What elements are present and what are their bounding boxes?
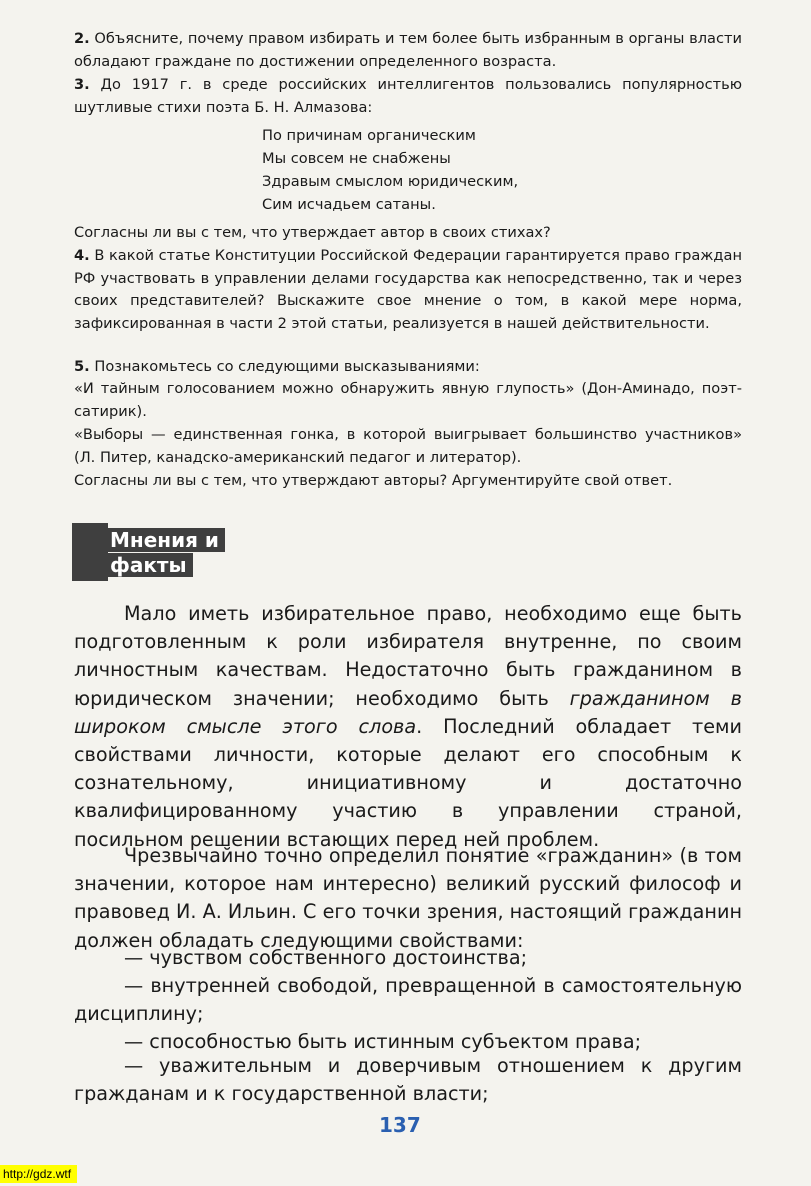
question-number: 3. — [74, 76, 90, 93]
paragraph-text: Чрезвычайно точно определил понятие «гражданин» (в том значении, которое нам интересно) великий русский философ и правовед И. А. Ильин. С его точки зрения, настоящий гражданин должен обладать следующими свойствами: — [74, 844, 742, 952]
list-item: — чувством собственного достоинства; — [124, 946, 528, 969]
question-3-followup: Согласны ли вы с тем, что утверждает автор в своих стихах? — [74, 224, 551, 241]
heading-bar — [72, 523, 108, 581]
section-heading — [72, 523, 232, 581]
quote-1: «И тайным голосованием можно обнаружить явную глупость» (Дон-Аминадо, поэт-сатирик). — [74, 380, 742, 420]
question-text: До 1917 г. в среде российских интеллигентов пользовались популярностью шутливые стихи поэта Б. Н. Алмазова: — [74, 76, 742, 116]
question-number: 4. — [74, 247, 90, 264]
paragraph-text: Мало иметь избирательное право, необходимо еще быть подготовленным к роли избирателя внутренне, по своим личностным качествам. Недостаточно быть гражданином в юридическом значении; необходимо быть — [74, 602, 742, 710]
question-5 — [74, 356, 742, 379]
question-3 — [74, 74, 742, 119]
watermark: http://gdz.wtf — [0, 1165, 77, 1183]
list-item: — внутренней свободой, превращенной в самостоятельную дисциплину; — [74, 974, 742, 1026]
paragraph-text: . Последний обладает теми свойствами личности, которые делают его способным к сознательному, инициативному и достаточно квалифицированному участию в управлении страной, посильном решении встающих перед ней проблем. — [74, 714, 742, 851]
question-number: 5. — [74, 358, 90, 375]
poem-line: Здравым смыслом юридическим, — [262, 173, 519, 190]
heading-line-2: факты — [108, 553, 193, 577]
page-number: 137 — [379, 1113, 421, 1137]
question-text: В какой статье Конституции Российской Федерации гарантируется право граждан РФ участвовать в управлении делами государства как непосредственно, так и через своих представителей? Выскажите свое мнение о том, в какой мере норма, зафиксированная в части 2 этой статьи, реализуется в нашей действительности. — [74, 247, 742, 332]
quote-2: «Выборы — единственная гонка, в которой выигрывает большинство участников» (Л. Питер, канадско-американский педагог и литератор). — [74, 426, 742, 466]
heading-line-1: Мнения и — [108, 528, 225, 552]
question-2 — [74, 28, 742, 73]
question-number: 2. — [74, 30, 90, 47]
paragraph-2 — [74, 842, 742, 955]
question-4 — [74, 245, 742, 335]
paragraph-1 — [74, 600, 742, 854]
poem-line: По причинам органическим — [262, 127, 476, 144]
question-5-followup: Согласны ли вы с тем, что утверждают авторы? Аргументируйте свой ответ. — [74, 472, 673, 489]
question-text: Объясните, почему правом избирать и тем более быть избранным в органы власти обладают граждане по достижении определенного возраста. — [74, 30, 743, 70]
poem-line: Сим исчадьем сатаны. — [262, 196, 436, 213]
poem-line: Мы совсем не снабжены — [262, 150, 451, 167]
question-text: Познакомьтесь со следующими высказываниями: — [94, 358, 480, 375]
italic-phrase: гражданином в широком смысле этого слова — [74, 686, 742, 738]
list-item: — уважительным и доверчивым отношением к другим гражданам и к государственной власти; — [74, 1054, 742, 1106]
list-item: — способностью быть истинным субъектом права; — [124, 1030, 642, 1053]
poem — [262, 124, 518, 216]
